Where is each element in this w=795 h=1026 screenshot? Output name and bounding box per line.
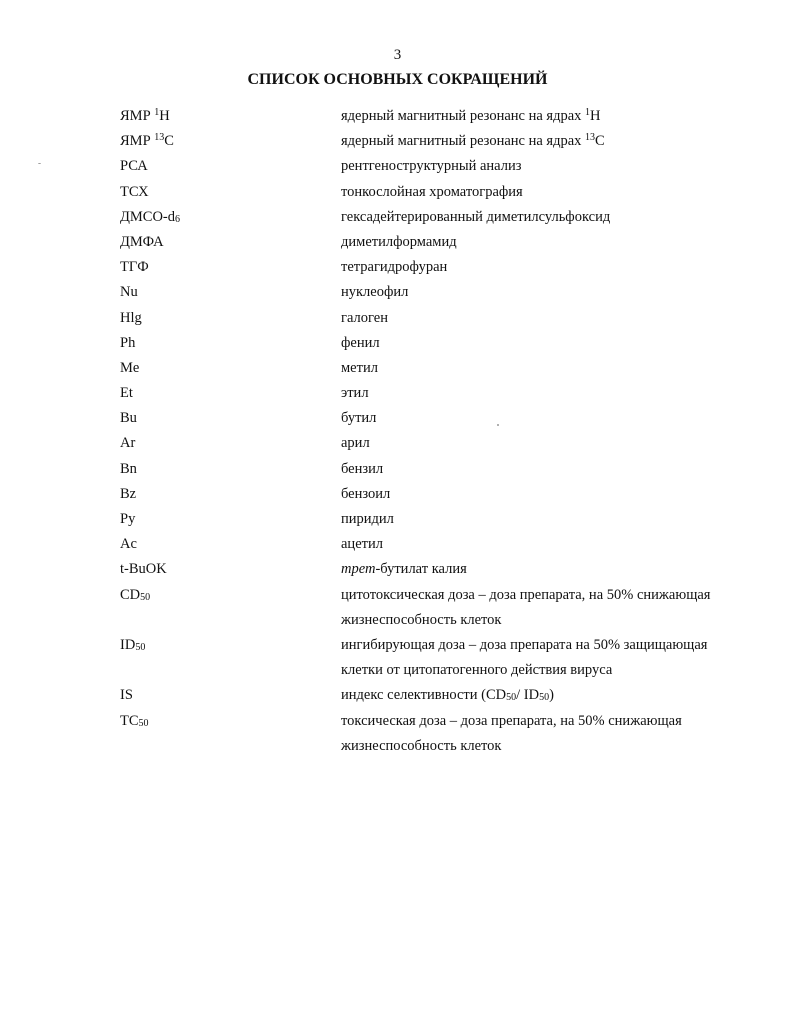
abbreviation-row xyxy=(0,230,795,255)
page-number: 3 xyxy=(393,47,402,63)
abbreviation-row xyxy=(0,280,795,305)
abbreviation-row xyxy=(0,205,795,230)
definition-text: метил xyxy=(341,359,378,376)
abbreviation-definition xyxy=(341,129,741,154)
abbreviation-row xyxy=(0,709,795,759)
abbreviation-definition xyxy=(341,230,741,255)
definition-text: бензил xyxy=(341,460,384,477)
definition-text: тетрагидрофуран xyxy=(341,259,448,276)
abbreviation-term xyxy=(120,457,137,482)
definition-text: бутил xyxy=(341,410,377,427)
term-text: ДМФА xyxy=(120,233,164,250)
definition-text: ацетил xyxy=(341,536,383,553)
definition-text: нуклеофил xyxy=(341,284,409,301)
term-text: TC xyxy=(120,712,139,729)
definition-text: ингибирующая доза – доза препарата на 50% защищающая клетки от цитопатогенного действия вируса xyxy=(341,636,708,679)
definition-text: H xyxy=(590,108,601,124)
definition-text: бензоил xyxy=(341,485,391,502)
abbreviation-term xyxy=(120,129,174,154)
term-text: ЯМР xyxy=(120,133,155,150)
abbreviation-definition xyxy=(341,406,741,431)
abbreviation-term xyxy=(120,583,150,608)
abbreviation-term xyxy=(120,633,145,658)
abbreviation-definition xyxy=(341,306,741,331)
abbreviation-row xyxy=(0,683,795,708)
term-text: C xyxy=(164,133,174,150)
term-superscript: 13 xyxy=(154,132,165,144)
definition-text: цитотоксическая доза – доза препарата, на 50% снижающая жизнеспособность клеток xyxy=(341,586,711,628)
abbreviation-term xyxy=(120,306,142,331)
definition-text: / ID xyxy=(516,687,540,704)
term-text: Bn xyxy=(120,460,137,477)
term-subscript: 50 xyxy=(138,717,149,729)
term-text: ID xyxy=(120,636,136,653)
abbreviation-term xyxy=(120,532,137,557)
definition-subscript: 50 xyxy=(539,692,550,704)
definition-text: тонкослойная хроматография xyxy=(341,183,523,200)
term-text: ТСХ xyxy=(120,183,149,200)
definition-text: ядерный магнитный резонанс на ядрах xyxy=(341,108,586,124)
abbreviation-definition xyxy=(341,255,741,280)
term-superscript: 1 xyxy=(154,107,160,118)
abbreviation-row xyxy=(0,457,795,482)
definition-text: ядерный магнитный резонанс на ядрах xyxy=(341,133,586,150)
abbreviation-definition xyxy=(341,633,741,683)
abbreviation-definition xyxy=(341,683,741,708)
abbreviation-term xyxy=(120,154,148,179)
abbreviation-definition xyxy=(341,709,741,759)
definition-italic: трет xyxy=(341,561,376,578)
abbreviation-definition xyxy=(341,381,741,406)
term-text: РСА xyxy=(120,158,148,175)
term-text: CD xyxy=(120,586,141,603)
term-text: ЯМР xyxy=(120,108,155,124)
abbreviation-row xyxy=(0,583,795,633)
abbreviation-definition xyxy=(341,154,741,179)
abbreviation-row xyxy=(0,331,795,356)
abbreviation-list xyxy=(0,104,795,759)
term-subscript: 6 xyxy=(175,213,181,225)
abbreviation-definition xyxy=(341,431,741,456)
abbreviation-row xyxy=(0,557,795,582)
definition-superscript: 1 xyxy=(585,107,591,118)
term-subscript: 50 xyxy=(135,641,146,653)
definition-text: рентгеноструктурный анализ xyxy=(341,158,522,175)
definition-text: индекс селективности (CD xyxy=(341,687,507,704)
definition-text: диметилформамид xyxy=(341,233,457,250)
abbreviation-row xyxy=(0,532,795,557)
abbreviation-term xyxy=(120,406,137,431)
abbreviation-definition xyxy=(341,507,741,532)
abbreviation-term xyxy=(120,356,139,381)
page-title: СПИСОК ОСНОВНЫХ СОКРАЩЕНИЙ xyxy=(247,71,548,88)
abbreviation-definition xyxy=(341,205,741,230)
abbreviation-row xyxy=(0,129,795,154)
abbreviation-term xyxy=(120,205,180,230)
term-text: Ar xyxy=(120,435,136,452)
definition-text: токсическая доза – доза препарата, на 50% снижающая жизнеспособность клеток xyxy=(341,712,682,754)
definition-text: фенил xyxy=(341,334,380,351)
abbreviation-definition xyxy=(341,356,741,381)
abbreviation-definition xyxy=(341,532,741,557)
abbreviation-row xyxy=(0,180,795,205)
abbreviation-term xyxy=(120,255,149,280)
term-text: Bu xyxy=(120,410,137,427)
definition-text: -бутилат калия xyxy=(375,561,467,578)
abbreviation-row xyxy=(0,104,795,129)
abbreviation-row xyxy=(0,154,795,179)
abbreviation-term xyxy=(120,180,149,205)
term-text: Me xyxy=(120,359,140,376)
definition-text: ) xyxy=(549,687,554,704)
term-text: Py xyxy=(120,511,136,527)
term-text: IS xyxy=(120,687,133,704)
abbreviation-definition xyxy=(341,104,741,129)
term-text: t-BuOK xyxy=(120,561,167,578)
abbreviation-term xyxy=(120,280,138,305)
abbreviation-row xyxy=(0,356,795,381)
term-text: Nu xyxy=(120,284,138,301)
term-text: ДМСО-d xyxy=(120,208,176,225)
abbreviation-definition xyxy=(341,457,741,482)
abbreviation-term xyxy=(120,507,135,532)
abbreviation-term xyxy=(120,683,133,708)
term-subscript: 50 xyxy=(140,591,151,603)
term-text: Bz xyxy=(120,485,137,502)
abbreviation-row xyxy=(0,507,795,532)
term-text: Ac xyxy=(120,536,137,553)
abbreviation-row xyxy=(0,406,795,431)
abbreviation-row xyxy=(0,381,795,406)
abbreviation-row xyxy=(0,431,795,456)
definition-text: этил xyxy=(341,385,369,402)
term-text: Et xyxy=(120,385,133,402)
abbreviation-definition xyxy=(341,180,741,205)
abbreviation-definition xyxy=(341,583,741,633)
abbreviation-term xyxy=(120,482,136,507)
abbreviation-row xyxy=(0,306,795,331)
abbreviation-row xyxy=(0,633,795,683)
definition-text: галоген xyxy=(341,309,388,326)
abbreviation-definition xyxy=(341,331,741,356)
term-text: Hlg xyxy=(120,309,142,326)
term-text: ТГФ xyxy=(120,259,149,276)
abbreviation-row xyxy=(0,255,795,280)
definition-text: арил xyxy=(341,435,370,452)
definition-superscript: 13 xyxy=(585,132,596,144)
abbreviation-term xyxy=(120,331,135,356)
abbreviation-term xyxy=(120,104,170,129)
definition-subscript: 50 xyxy=(506,692,517,704)
definition-text: C xyxy=(595,133,605,150)
abbreviation-definition xyxy=(341,482,741,507)
scan-speck xyxy=(38,163,41,164)
abbreviation-term xyxy=(120,431,135,456)
abbreviation-definition xyxy=(341,557,741,582)
term-text: Ph xyxy=(120,334,136,351)
abbreviation-row xyxy=(0,482,795,507)
scan-speck xyxy=(497,424,499,426)
definition-text: гексадейтерированный диметилсульфоксид xyxy=(341,208,611,225)
abbreviation-term xyxy=(120,230,164,255)
term-text: H xyxy=(159,108,170,124)
abbreviation-term xyxy=(120,381,133,406)
abbreviation-definition xyxy=(341,280,741,305)
abbreviation-term xyxy=(120,709,149,734)
definition-text: пиридил xyxy=(341,511,394,527)
abbreviation-term xyxy=(120,557,167,582)
